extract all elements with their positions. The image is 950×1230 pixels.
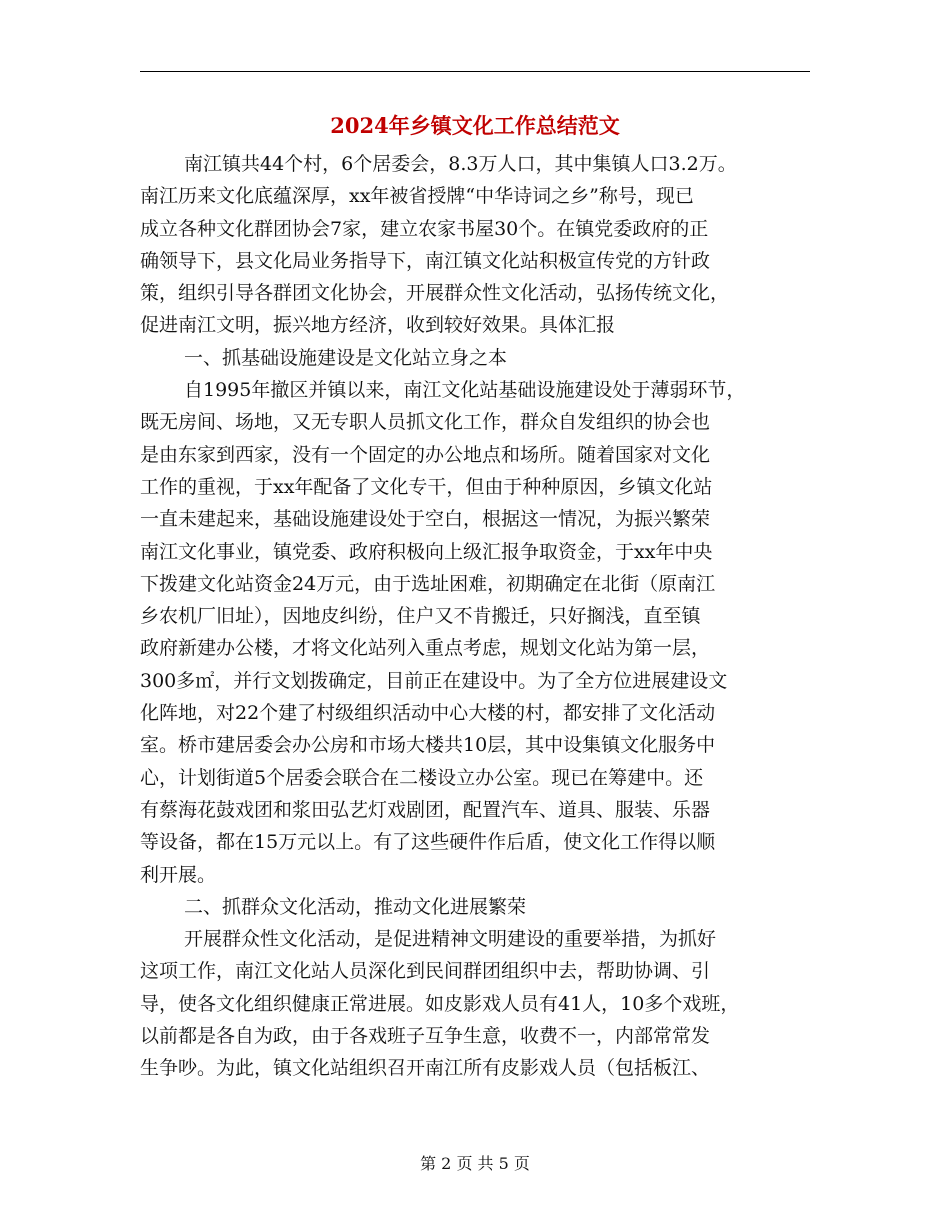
text-line: 策，组织引导各群团文化协会，开展群众性文化活动，弘扬传统文化，	[140, 282, 730, 305]
document-body	[140, 148, 816, 1085]
text-line: 乡农机厂旧址），因地皮纠纷，住户又不肯搬迁，只好搁浅，直至镇	[140, 605, 701, 628]
header-rule	[140, 71, 810, 72]
text-line: 南江文化事业，镇党委、政府积极向上级汇报争取资金，于xx年中央	[140, 540, 713, 563]
text-line: 导，使各文化组织健康正常进展。如皮影戏人员有41人，10多个戏班，	[140, 992, 740, 1015]
document-title: 2024年乡镇文化工作总结范文	[330, 113, 620, 138]
text-line: 化阵地，对22个建了村级组织活动中心大楼的村，都安排了文化活动	[140, 702, 716, 725]
section-heading: 二、抓群众文化活动，推动文化进展繁荣	[184, 895, 527, 918]
text-line: 300多㎡，并行文划拨确定，目前正在建设中。为了全方位进展建设文	[140, 669, 728, 692]
text-line: 成立各种文化群团协会7家，建立农家书屋30个。在镇党委政府的正	[140, 217, 709, 240]
text-line: 开展群众性文化活动，是促进精神文明建设的重要举措，为抓好	[184, 928, 717, 951]
text-line: 南江镇共44个村，6个居委会，8.3万人口，其中集镇人口3.2万。	[184, 153, 737, 175]
text-line: 促进南江文明，振兴地方经济，收到较好效果。具体汇报	[140, 314, 616, 337]
text-line: 南江历来文化底蕴深厚，xx年被省授牌“中华诗词之乡”称号，现已	[140, 185, 694, 208]
text-line: 有蔡海花鼓戏团和浆田弘艺灯戏剧团，配置汽车、道具、服装、乐器	[140, 798, 711, 821]
text-line: 是由东家到西家，没有一个固定的办公地点和场所。随着国家对文化	[140, 443, 711, 466]
text-line: 确领导下，县文化局业务指导下，南江镇文化站积极宣传党的方针政	[140, 249, 711, 272]
text-line: 心，计划街道5个居委会联合在二楼设立办公室。现已在筹建中。还	[140, 766, 704, 789]
text-line: 室。桥市建居委会办公房和市场大楼共10层，其中设集镇文化服务中	[140, 734, 716, 757]
text-line: 自1995年撤区并镇以来，南江文化站基础设施建设处于薄弱环节，	[184, 379, 746, 402]
text-line: 政府新建办公楼，才将文化站列入重点考虑，规划文化站为第一层，	[140, 637, 711, 660]
text-line: 生争吵。为此，镇文化站组织召开南江所有皮影戏人员（包括板江、	[140, 1057, 711, 1080]
text-line: 一直未建起来，基础设施建设处于空白，根据这一情况，为振兴繁荣	[140, 508, 711, 531]
text-line: 工作的重视，于xx年配备了文化专干，但由于种种原因，乡镇文化站	[140, 475, 713, 498]
page-footer: 第 2 页 共 5 页	[420, 1154, 530, 1173]
text-line: 这项工作，南江文化站人员深化到民间群团组织中去，帮助协调、引	[140, 960, 711, 983]
text-line: 既无房间、场地，又无专职人员抓文化工作，群众自发组织的协会也	[140, 411, 711, 434]
text-line: 利开展。	[140, 863, 217, 886]
text-line: 等设备，都在15万元以上。有了这些硬件作后盾，使文化工作得以顺	[140, 831, 716, 854]
text-line: 以前都是各自为政，由于各戏班子互争生意，收费不一，内部常常发	[140, 1025, 711, 1048]
section-heading: 一、抓基础设施建设是文化站立身之本	[184, 346, 508, 369]
text-line: 下拨建文化站资金24万元，由于选址困难，初期确定在北街（原南江	[140, 572, 716, 595]
